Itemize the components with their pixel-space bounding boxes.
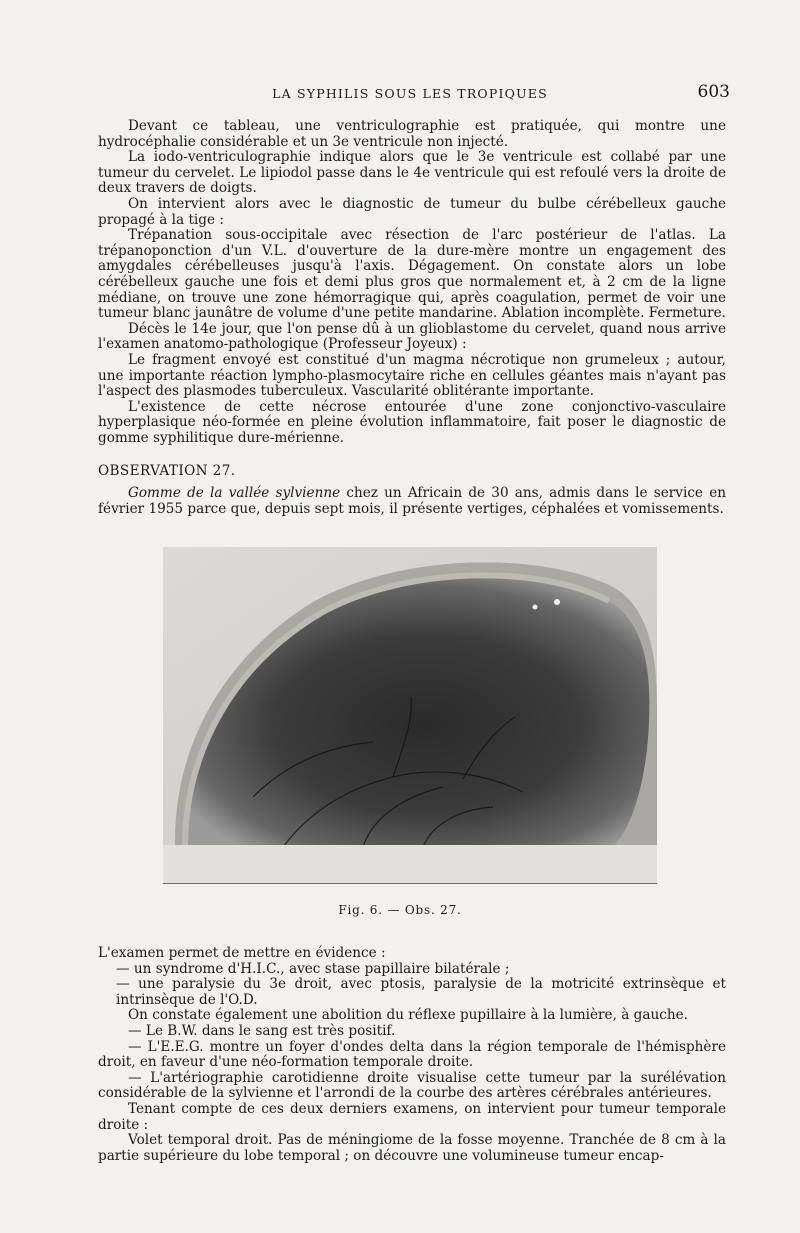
paragraph: La iodo-ventriculographie indique alors que le 3e ventricule est collabé par une tumeur du cervelet. Le lipiodol passe dans le 4e ventricule qui est refoulé vers la droite de deux travers de doigts.	[98, 149, 726, 197]
paragraph: L'examen permet de mettre en évidence :	[98, 945, 386, 961]
paragraph: Trépanation sous-occipitale avec résection de l'arc postérieur de l'atlas. La trépanoponction d'un V.L. d'ouverture de la dure-mère montre un engagement des amygdales cérébelleuses jusqu'à l'axis. Dégagement. On constate alors un lobe cérébelleux gauche une fois et demi plus gros que normalement et, à 2 cm de la ligne médiane, on trouve une zone hémorragique qui, après coagulation, permet de voir une tumeur blanc jaunâtre de volume d'une petite mandarine. Ablation incomplète. Fermeture.	[98, 227, 726, 322]
paragraph: L'existence de cette nécrose entourée d'une zone conjonctivo-vasculaire hyperplasique néo-formée en pleine évolution inflammatoire, fait poser le diagnostic de gomme syphilitique dure-mérienne.	[98, 398, 726, 446]
body-text-top	[98, 119, 726, 446]
page-number: 603	[697, 82, 730, 102]
paragraph: — L'E.E.G. montre un foyer d'ondes delta dans la région temporale de l'hémisphère droit, en faveur d'une néo-formation temporale droite.	[98, 1038, 726, 1071]
paragraph: Le fragment envoyé est constitué d'un magma nécrotique non grumeleux ; autour, une importante réaction lympho-plasmocytaire riche en cellules géantes mais n'ayant pas l'aspect des plasmodes tuberculeux. Vascularité oblitérante importante.	[98, 351, 726, 400]
observation-intro	[98, 486, 726, 517]
paragraph: — L'artériographie carotidienne droite visualise cette tumeur par la surélévation considérable de la sylvienne et l'arrondi de la courbe des artères cérébrales antérieures.	[98, 1069, 726, 1102]
radiograph-image	[163, 547, 657, 883]
paragraph: Volet temporal droit. Pas de méningiome de la fosse moyenne. Tranchée de 8 cm à la partie supérieure du lobe temporal ; on découvre une volumineuse tumeur encap-	[98, 1132, 726, 1164]
paragraph: On intervient alors avec le diagnostic de tumeur du bulbe cérébelleux gauche propagé à la tige :	[98, 195, 726, 228]
paragraph: — une paralysie du 3e droit, avec ptosis, paralysie de la motricité extrinsèque et intrinsèque de l'O.D.	[116, 976, 726, 1008]
page-header	[90, 82, 730, 106]
paragraph: — Le B.W. dans le sang est très positif.	[128, 1022, 396, 1039]
observation-intro-text: chez un Africain de 30 ans, admis dans le service en février 1955 parce que, depuis sept mois, il présente vertiges, céphalées et vomissements.	[98, 485, 726, 517]
figure-caption: Fig. 6. — Obs. 27.	[338, 903, 462, 917]
paragraph: On constate également une abolition du réflexe pupillaire à la lumière, à gauche.	[128, 1007, 688, 1024]
observation-title: Gomme de la vallée sylvienne	[128, 485, 341, 501]
paragraph: Devant ce tableau, une ventriculographie est pratiquée, qui montre une hydrocéphalie considérable et un 3e ventricule non injecté.	[98, 118, 726, 150]
paragraph: Décès le 14e jour, que l'on pense dû à un glioblastome du cervelet, quand nous arrive l'examen anatomo-pathologique (Professeur Joyeux) :	[98, 320, 726, 353]
radiograph-figure	[163, 547, 657, 884]
paragraph: — un syndrome d'H.I.C., avec stase papillaire bilatérale ;	[116, 960, 510, 977]
running-head: LA SYPHILIS SOUS LES TROPIQUES	[272, 86, 548, 101]
body-text-bottom	[98, 946, 726, 1164]
paragraph: Tenant compte de ces deux derniers examens, on intervient pour tumeur temporale droite :	[98, 1100, 726, 1133]
observation-heading: OBSERVATION 27.	[98, 463, 236, 479]
